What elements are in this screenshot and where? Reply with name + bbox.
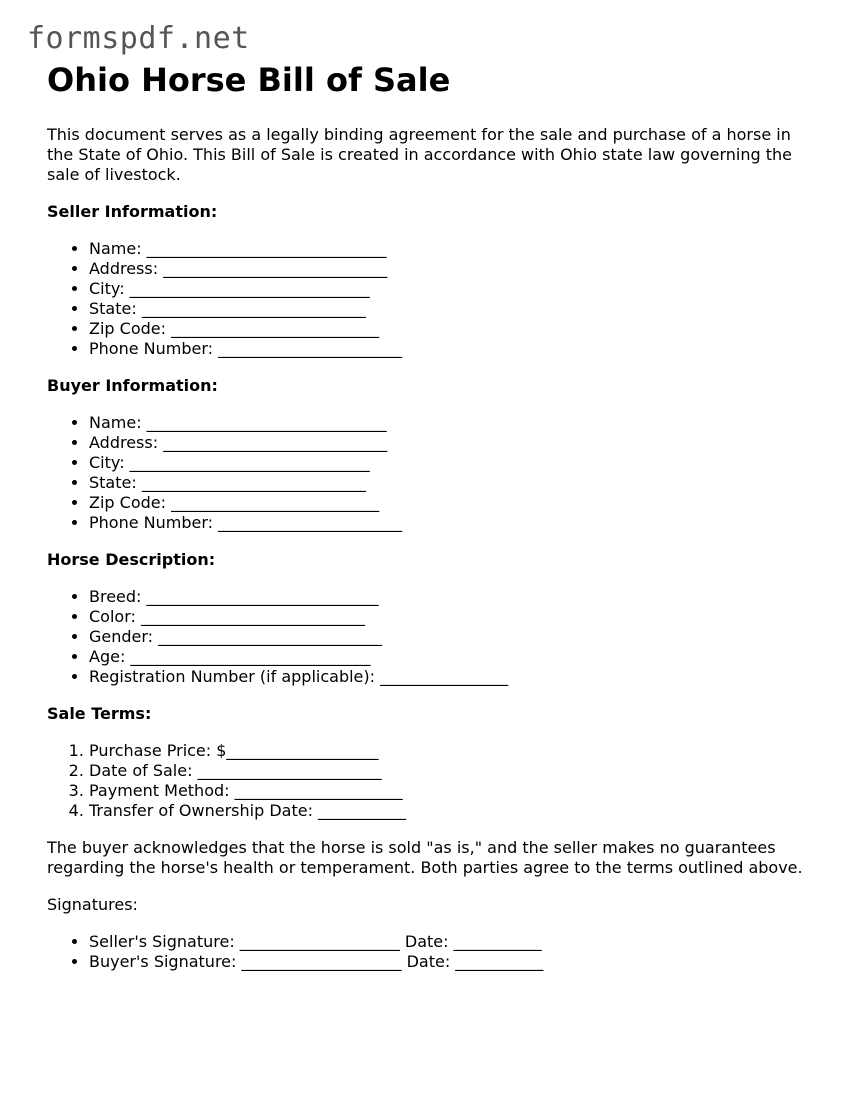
signatures-list xyxy=(47,932,817,972)
buyer-name-field: • Name: ______________________________ xyxy=(89,413,817,433)
horse-gender-field: • Gender: ____________________________ xyxy=(89,627,817,647)
seller-signature-line: • Seller's Signature: ____________________ Date: ___________ xyxy=(89,932,817,952)
seller-phone-field: • Phone Number: _______________________ xyxy=(89,339,817,359)
seller-state-field: • State: ____________________________ xyxy=(89,299,817,319)
payment-method-item: 3. Payment Method: _____________________ xyxy=(89,781,817,801)
horse-heading: Horse Description: xyxy=(47,550,216,569)
buyer-fields-list xyxy=(47,413,817,533)
seller-heading: Seller Information: xyxy=(47,202,218,221)
horse-color-field: • Color: ____________________________ xyxy=(89,607,817,627)
seller-city-field: • City: ______________________________ xyxy=(89,279,817,299)
buyer-city-field: • City: ______________________________ xyxy=(89,453,817,473)
document-page xyxy=(47,60,817,972)
document-title: Ohio Horse Bill of Sale xyxy=(47,61,451,99)
buyer-heading: Buyer Information: xyxy=(47,376,218,395)
seller-name-field: • Name: ______________________________ xyxy=(89,239,817,259)
purchase-price-item: 1. Purchase Price: $___________________ xyxy=(89,741,817,761)
horse-breed-field: • Breed: _____________________________ xyxy=(89,587,817,607)
buyer-zip-field: • Zip Code: __________________________ xyxy=(89,493,817,513)
intro-paragraph: This document serves as a legally binding agreement for the sale and purchase of a horse in the State of Ohio. This Bill of Sale is created in accordance with Ohio state law governing the sale of livestock. xyxy=(47,125,792,184)
horse-registration-field: • Registration Number (if applicable): ________________ xyxy=(89,667,817,687)
sale-terms-list xyxy=(47,741,817,821)
acknowledgment-paragraph: The buyer acknowledges that the horse is sold "as is," and the seller makes no guarantees regarding the horse's health or temperament. Both parties agree to the terms outlined above. xyxy=(47,838,803,877)
transfer-date-item: 4. Transfer of Ownership Date: ___________ xyxy=(89,801,817,821)
watermark-logo: formspdf.net xyxy=(27,21,250,56)
signatures-label: Signatures: xyxy=(47,895,138,914)
buyer-address-field: • Address: ____________________________ xyxy=(89,433,817,453)
seller-address-field: • Address: ____________________________ xyxy=(89,259,817,279)
buyer-state-field: • State: ____________________________ xyxy=(89,473,817,493)
seller-fields-list xyxy=(47,239,817,359)
date-of-sale-item: 2. Date of Sale: _______________________ xyxy=(89,761,817,781)
buyer-signature-line: • Buyer's Signature: ____________________ Date: ___________ xyxy=(89,952,817,972)
buyer-phone-field: • Phone Number: _______________________ xyxy=(89,513,817,533)
horse-fields-list xyxy=(47,587,817,687)
seller-zip-field: • Zip Code: __________________________ xyxy=(89,319,817,339)
sale-terms-heading: Sale Terms: xyxy=(47,704,152,723)
horse-age-field: • Age: ______________________________ xyxy=(89,647,817,667)
